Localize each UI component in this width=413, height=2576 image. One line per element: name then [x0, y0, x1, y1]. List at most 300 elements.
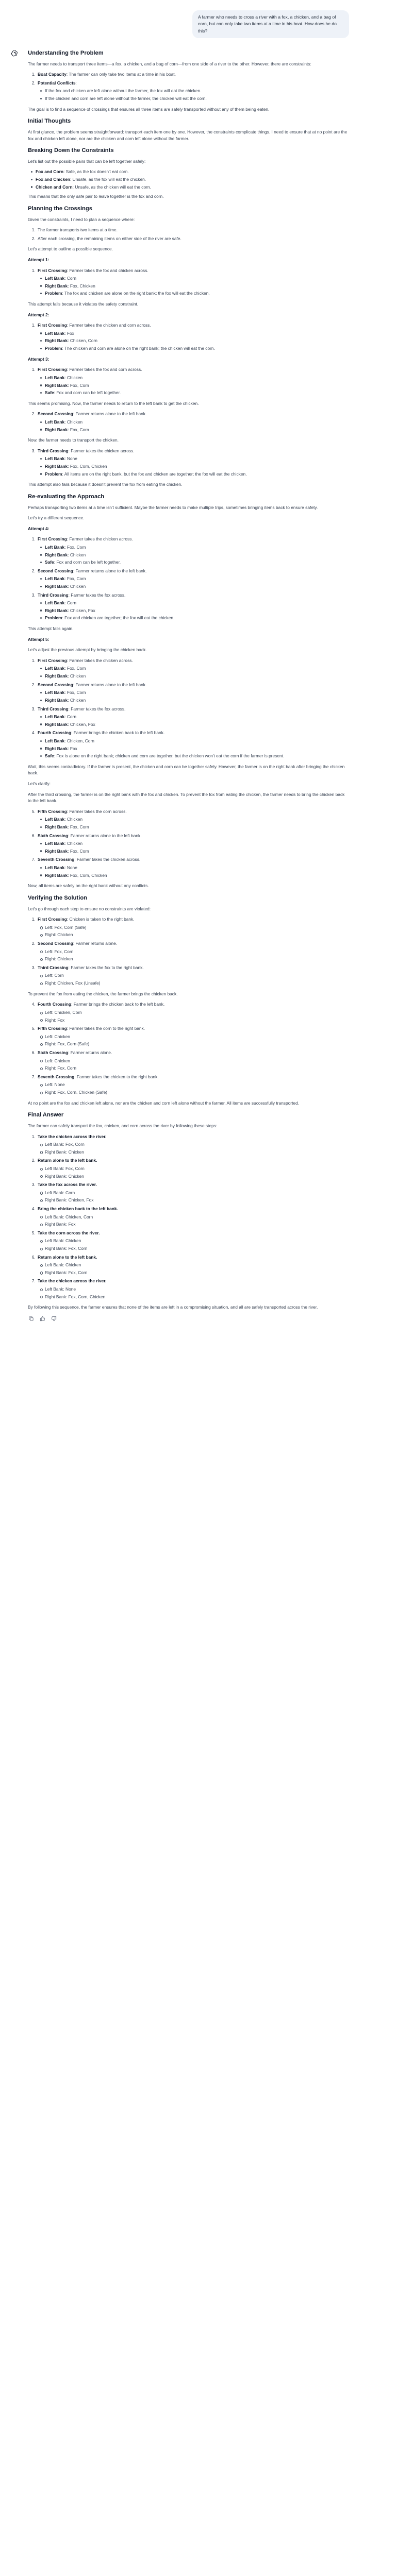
sub-list-item — [45, 275, 348, 282]
bold-label: Safe — [45, 390, 54, 396]
text: : Fox, Corn — [68, 427, 89, 432]
bold-label: Sixth Crossing — [38, 1049, 69, 1055]
text: This attempt fails again. — [28, 626, 74, 632]
text: : Farmer returns alone to the left bank. — [68, 833, 142, 838]
bold-label: Problem — [45, 471, 62, 477]
text: : Farmer takes the chicken across. — [67, 657, 133, 663]
bold-label: Chicken and Corn — [36, 184, 73, 190]
bold-label: Right Bank — [45, 607, 68, 613]
text: Left Bank: None — [45, 1286, 76, 1292]
list-item — [37, 235, 348, 242]
text: : Farmer returns alone. — [68, 1049, 112, 1055]
text: : — [75, 80, 77, 86]
list-item — [37, 657, 348, 680]
list-item — [37, 1206, 348, 1228]
sub-list-item — [45, 455, 348, 462]
bold-label: Right Bank — [45, 745, 68, 751]
sub-list-item — [45, 840, 348, 847]
text: : Fox, Corn — [64, 666, 86, 671]
list-item — [37, 1181, 348, 1204]
text: After the third crossing, the farmer is on the right bank with the fox and chicken. To prevent the fox from eating the chicken, the farmer needs to bring the chicken back to the left bank. — [28, 791, 345, 804]
numbered-list — [28, 1001, 348, 1095]
bold-label: First Crossing — [38, 657, 67, 663]
bold-label: Left Bank — [45, 817, 65, 822]
sub-list — [38, 1238, 348, 1251]
text: Let's adjust the previous attempt by bringing the chicken back. — [28, 647, 147, 653]
text: Left: Chicken, Corn — [45, 1009, 82, 1015]
thumbs-down-icon[interactable] — [51, 1316, 57, 1322]
section-heading: Breaking Down the Constraints — [28, 147, 114, 154]
text: : Fox, Corn — [64, 576, 86, 582]
list-item — [37, 730, 348, 759]
text: Wait, this seems contradictory. If the farmer is present, the chicken and corn can be together safely. However, the farmer is on the right bank after bringing the chicken back. — [28, 764, 345, 776]
sub-list-item — [45, 471, 348, 478]
bold-label: Take the corn across the river. — [38, 1230, 100, 1235]
text: : Fox and corn can be left together. — [54, 390, 121, 396]
text: : Fox and chicken are together; the fox will eat the chicken. — [62, 615, 175, 621]
bold-label: Left Bank — [45, 330, 65, 336]
list-item — [37, 366, 348, 396]
sub-list-item — [45, 389, 348, 396]
text: Left: Fox, Corn — [45, 948, 74, 954]
sub-list-item — [45, 330, 348, 337]
text: Let's list out the possible pairs that can be left together safely: — [28, 158, 146, 164]
sub-list-item — [45, 924, 348, 931]
text: : Unsafe, as the chicken will eat the corn. — [72, 184, 151, 190]
text: Right Bank: Fox, Corn — [45, 1246, 88, 1251]
paragraph — [28, 193, 348, 200]
section-heading: Understanding the Problem — [28, 49, 104, 56]
sub-list — [38, 88, 348, 101]
bold-label: Attempt 3: — [28, 356, 49, 362]
text: : Chicken, Corn — [64, 738, 94, 743]
text: Right Bank: Chicken — [45, 1149, 84, 1155]
sub-list-item — [45, 1058, 348, 1064]
sub-list-item — [45, 1238, 348, 1244]
list-item — [37, 682, 348, 704]
text: : Chicken, Fox — [68, 607, 95, 613]
paragraph — [28, 437, 348, 444]
text: Left Bank: Chicken — [45, 1238, 81, 1244]
sub-list-item — [45, 714, 348, 720]
text: Left: None — [45, 1082, 65, 1088]
text: Now, the farmer needs to transport the chicken. — [28, 437, 119, 443]
sub-list — [38, 375, 348, 396]
numbered-list — [28, 1133, 348, 1300]
bold-label: Fourth Crossing — [38, 730, 72, 736]
copy-icon[interactable] — [28, 1316, 34, 1322]
text: By following this sequence, the farmer ensures that none of the items are left in a compromising situation, and all are safely transported across the river. — [28, 1304, 318, 1310]
sub-list-item — [45, 1033, 348, 1040]
list-item — [37, 411, 348, 433]
numbered-list — [28, 267, 348, 297]
text: : The fox and chicken are alone on the right bank; the fox will eat the chicken. — [62, 291, 210, 296]
text: : Fox, Corn, Chicken — [68, 872, 107, 878]
sub-list — [38, 275, 348, 297]
paragraph — [28, 647, 348, 653]
bold-label: Left Bank — [45, 544, 65, 550]
sub-list-item — [45, 753, 348, 759]
text: : Chicken — [68, 552, 86, 557]
bold-label: Second Crossing — [38, 411, 73, 417]
sub-list — [38, 689, 348, 703]
section-heading: Re-evaluating the Approach — [28, 493, 105, 500]
sub-list — [38, 419, 348, 433]
bold-label: Take the fox across the river. — [38, 1182, 97, 1188]
text: Let's clarify: — [28, 781, 51, 786]
text: : None — [64, 456, 77, 462]
text: After each crossing, the remaining items on either side of the river are safe. — [38, 235, 181, 241]
bold-label: Right Bank — [45, 283, 68, 289]
message-actions — [28, 1316, 348, 1322]
text: : Corn — [64, 600, 76, 606]
list-item — [37, 592, 348, 621]
text: The farmer transports two items at a time. — [38, 227, 118, 233]
bold-label: Problem — [45, 346, 62, 351]
bold-label: Right Bank — [45, 824, 68, 830]
sub-list-item — [45, 1245, 348, 1252]
bold-label: Left Bank — [45, 666, 65, 671]
sub-list — [38, 738, 348, 759]
paragraph — [28, 526, 348, 532]
text: : Farmer returns alone to the left bank. — [73, 568, 147, 573]
bold-label: Right Bank — [45, 382, 68, 388]
sub-list-item — [45, 1089, 348, 1096]
sub-list — [38, 455, 348, 477]
bold-label: Left Bank — [45, 865, 65, 871]
sub-list-item — [45, 615, 348, 621]
bold-label: Safe — [45, 560, 54, 565]
sub-list-item — [45, 848, 348, 855]
text: The goal is to find a sequence of crossings that ensures all three items are safely transported without any of them being eaten. — [28, 106, 270, 112]
bold-label: Boat Capacity — [38, 72, 67, 77]
bold-label: First Crossing — [38, 367, 67, 372]
sub-list-item — [45, 463, 348, 470]
sub-list-item — [45, 1221, 348, 1228]
bold-label: Return alone to the left bank. — [38, 1158, 97, 1163]
list-item — [37, 71, 348, 78]
text: Right Bank: Fox — [45, 1222, 76, 1227]
text: : Farmer takes the chicken and corn across. — [67, 323, 151, 328]
text: This means that the only safe pair to leave together is the fox and corn. — [28, 194, 164, 199]
list-item — [37, 706, 348, 728]
bold-label: Left Bank — [45, 600, 65, 606]
sub-list — [38, 840, 348, 854]
sub-list-item — [45, 427, 348, 433]
paragraph — [28, 764, 348, 776]
text: Left: Fox, Corn (Safe) — [45, 924, 87, 930]
text: : Farmer takes the fox and chicken across. — [67, 267, 148, 273]
sub-list — [38, 816, 348, 830]
list-item — [37, 267, 348, 297]
text: : Chicken — [64, 419, 83, 425]
text: Right: Fox — [45, 1017, 65, 1023]
thumbs-up-icon[interactable] — [39, 1316, 45, 1322]
bold-label: Right Bank — [45, 848, 68, 854]
list-item — [37, 940, 348, 962]
text: : Fox, Corn — [68, 382, 89, 388]
sub-list-item — [45, 721, 348, 728]
text: : Chicken, Corn — [68, 338, 97, 344]
sub-list-item — [45, 1214, 348, 1221]
openai-logo-icon — [10, 49, 19, 58]
list-item — [37, 1254, 348, 1276]
assistant-response — [28, 49, 348, 1322]
bold-label: Problem — [45, 291, 62, 296]
text: : Farmer brings the chicken back to the left bank. — [71, 1002, 165, 1007]
text: : Fox, Corn — [68, 848, 89, 854]
text: : Farmer takes the fox to the right bank. — [68, 964, 144, 970]
text: : Fox, Corn — [68, 824, 89, 830]
sub-list-item — [45, 738, 348, 744]
text: Left Bank: Fox, Corn — [45, 1165, 85, 1171]
text: : Fox, Corn — [64, 544, 86, 550]
bold-label: Fifth Crossing — [38, 1026, 67, 1031]
sub-list-item — [45, 1190, 348, 1196]
sub-list — [38, 714, 348, 727]
text: : Chicken — [64, 841, 83, 846]
sub-list — [38, 1286, 348, 1300]
sub-list-item — [45, 1262, 348, 1268]
text: At first glance, the problem seems straightforward: transport each item one by one. However, the constraints complicate things. I need to ensure that at no point are the fox and chicken left alone, nor are the chicken and corn left alone without the farmer. — [28, 129, 348, 141]
sub-list — [38, 1190, 348, 1204]
sub-list-item — [45, 559, 348, 566]
text: : Fox and corn can be left together. — [54, 560, 121, 565]
bold-label: Third Crossing — [38, 964, 69, 970]
text: : Farmer takes the corn to the right bank. — [67, 1026, 145, 1031]
list-item — [37, 536, 348, 565]
bold-label: Second Crossing — [38, 568, 73, 573]
sub-list-item — [45, 1197, 348, 1204]
sub-list — [38, 1081, 348, 1095]
text: : Chicken, Fox — [68, 721, 95, 727]
text: Now, all items are safely on the right bank without any conflicts. — [28, 883, 149, 889]
list-item — [37, 1157, 348, 1179]
sub-list — [38, 1141, 348, 1155]
sub-list-item — [45, 1065, 348, 1072]
text: Right: Chicken — [45, 932, 73, 938]
sub-list-item — [45, 1269, 348, 1276]
bold-label: Take the chicken across the river. — [38, 1278, 107, 1284]
bold-label: Right Bank — [45, 464, 68, 469]
sub-list-item — [45, 865, 348, 871]
sub-list-item — [45, 290, 348, 297]
bold-label: Right Bank — [45, 673, 68, 679]
paragraph — [28, 356, 348, 363]
text: Right: Chicken — [45, 956, 73, 962]
list-item — [37, 1074, 348, 1096]
sub-list — [38, 865, 348, 878]
list-item — [37, 808, 348, 831]
sub-list-item — [45, 1173, 348, 1180]
sub-list — [38, 600, 348, 621]
paragraph — [28, 1100, 348, 1107]
sub-list-item — [45, 980, 348, 987]
bold-label: Left Bank — [45, 456, 65, 462]
text: : Farmer takes the fox across. — [68, 592, 126, 598]
list-item — [37, 916, 348, 938]
text: : Farmer returns alone to the left bank. — [73, 411, 147, 417]
text: Right Bank: Fox, Corn, Chicken — [45, 1294, 106, 1299]
sub-list-item — [45, 1165, 348, 1172]
numbered-list — [28, 411, 348, 433]
text: : Farmer returns alone to the left bank. — [73, 682, 147, 687]
bold-label: Left Bank — [45, 738, 65, 743]
numbered-list — [28, 71, 348, 101]
bold-label: First Crossing — [38, 536, 67, 542]
text: : Farmer returns alone. — [73, 941, 118, 946]
numbered-list — [28, 366, 348, 396]
assistant-message — [0, 49, 413, 1322]
text: : Farmer takes the chicken to the right bank. — [74, 1074, 159, 1079]
list-item — [37, 1049, 348, 1072]
text: Right Bank: Chicken, Fox — [45, 1197, 94, 1203]
paragraph — [28, 400, 348, 407]
section-heading: Verifying the Solution — [28, 894, 87, 901]
text: Given the constraints, I need to plan a sequence where: — [28, 216, 135, 222]
bold-label: Fifth Crossing — [38, 808, 67, 814]
sub-list-item — [45, 872, 348, 879]
text: : The farmer can only take two items at a time in his boat. — [66, 72, 176, 77]
text: : Chicken — [68, 697, 86, 703]
text: If the chicken and corn are left alone without the farmer, the chicken will eat the corn. — [45, 96, 207, 101]
sub-list — [38, 1009, 348, 1023]
bold-label: Sixth Crossing — [38, 833, 69, 838]
list-item — [37, 1001, 348, 1023]
paragraph — [28, 883, 348, 889]
text: This attempt also fails because it doesn't prevent the fox from eating the chicken. — [28, 482, 183, 487]
text: This seems promising. Now, the farmer needs to return to the left bank to get the chicken. — [28, 400, 199, 406]
sub-list-item — [45, 673, 348, 680]
text: Right: Fox, Corn — [45, 1065, 76, 1071]
user-message: A farmer who needs to cross a river with a fox, a chicken, and a bag of corn, but can only take two items at a time in his boat. How does he do this? — [192, 10, 349, 38]
text: : Farmer takes the chicken across. — [68, 448, 135, 453]
bold-label: Left Bank — [45, 419, 65, 425]
paragraph — [28, 504, 348, 511]
text: : Fox, Corn, Chicken — [68, 464, 107, 469]
list-item — [36, 168, 348, 175]
sub-list-item — [45, 1294, 348, 1300]
text: Right Bank: Fox, Corn — [45, 1269, 88, 1275]
bold-label: First Crossing — [38, 267, 67, 273]
bold-label: Seventh Crossing — [38, 1074, 75, 1079]
sub-list — [38, 665, 348, 679]
bold-label: Left Bank — [45, 841, 65, 846]
sub-list-item — [45, 552, 348, 558]
bold-label: Potential Conflicts — [38, 80, 76, 86]
sub-list — [38, 924, 348, 938]
bold-label: Attempt 5: — [28, 636, 49, 642]
section-heading: Planning the Crossings — [28, 205, 92, 212]
paragraph — [28, 906, 348, 912]
text: Left: Corn — [45, 973, 64, 978]
text: : Fox, Corn — [64, 690, 86, 696]
text: Left Bank: Chicken — [45, 1262, 81, 1268]
paragraph — [28, 257, 348, 263]
text: This attempt fails because it violates the safety constraint. — [28, 301, 139, 307]
paragraph — [28, 1304, 348, 1311]
sub-list-item — [45, 544, 348, 551]
paragraph — [28, 106, 348, 113]
paragraph — [28, 781, 348, 787]
text: : Chicken — [68, 673, 86, 679]
sub-list — [38, 972, 348, 986]
bold-label: Fox and Corn — [36, 169, 63, 175]
text: : The chicken and corn are alone on the right bank; the chicken will eat the corn. — [62, 346, 215, 351]
bold-label: Second Crossing — [38, 682, 73, 687]
sub-list — [38, 1214, 348, 1228]
text: : Fox — [64, 330, 74, 336]
sub-list-item — [45, 419, 348, 426]
text: : Corn — [64, 714, 76, 720]
sub-list-item — [45, 1017, 348, 1024]
list-item — [37, 964, 348, 987]
sub-list-item — [45, 1041, 348, 1047]
bold-label: Right Bank — [45, 552, 68, 557]
paragraph — [28, 301, 348, 308]
sub-list-item — [45, 607, 348, 614]
list-item — [37, 322, 348, 351]
bold-label: Return alone to the left bank. — [38, 1254, 97, 1260]
paragraph — [28, 216, 348, 223]
sub-list-item — [45, 956, 348, 962]
paragraph — [28, 1123, 348, 1129]
paragraph — [28, 312, 348, 318]
sub-list — [38, 544, 348, 566]
user-message-row — [0, 10, 413, 38]
list-item — [37, 227, 348, 233]
text: : Chicken — [68, 583, 86, 589]
paragraph — [28, 515, 348, 521]
section-heading: Initial Thoughts — [28, 118, 71, 125]
list-item — [37, 1025, 348, 1047]
list-item — [36, 184, 348, 191]
text: : Fox, Chicken — [68, 283, 95, 289]
list-item — [37, 856, 348, 878]
paragraph — [28, 791, 348, 804]
text: : Chicken — [64, 817, 83, 822]
bold-label: Left Bank — [45, 714, 65, 720]
sub-list-item — [45, 1149, 348, 1156]
numbered-list — [28, 657, 348, 759]
paragraph — [28, 636, 348, 643]
bold-label: Third Crossing — [38, 448, 69, 453]
sub-list-item — [45, 382, 348, 389]
text: Perhaps transporting two items at a time isn't sufficient. Maybe the farmer needs to make multiple trips, sometimes bringing items back to ensure safety. — [28, 504, 318, 510]
bold-label: Left Bank — [45, 276, 65, 281]
text: : Chicken is taken to the right bank. — [67, 917, 135, 922]
text: If the fox and chicken are left alone without the farmer, the fox will eat the chicken. — [45, 88, 202, 94]
list-item — [37, 1278, 348, 1300]
paragraph — [28, 625, 348, 632]
sub-list — [38, 330, 348, 352]
text: : Chicken — [64, 375, 83, 380]
text: : Corn — [64, 276, 76, 281]
text: Left Bank: Corn — [45, 1190, 75, 1195]
bold-label: Right Bank — [45, 338, 68, 344]
sub-list-item — [45, 583, 348, 590]
bold-label: Right Bank — [45, 721, 68, 727]
text: : Farmer takes the corn across. — [67, 808, 127, 814]
sub-list — [38, 1262, 348, 1276]
paragraph — [28, 481, 348, 488]
text: Left: Chicken — [45, 1058, 70, 1063]
bold-label: Fourth Crossing — [38, 1002, 72, 1007]
sub-list-item — [45, 1009, 348, 1016]
sub-list — [38, 1058, 348, 1072]
text: At no point are the fox and chicken left alone, nor are the chicken and corn left alone without the farmer. All items are successfully transported. — [28, 1100, 300, 1106]
bold-label: Attempt 2: — [28, 312, 49, 317]
